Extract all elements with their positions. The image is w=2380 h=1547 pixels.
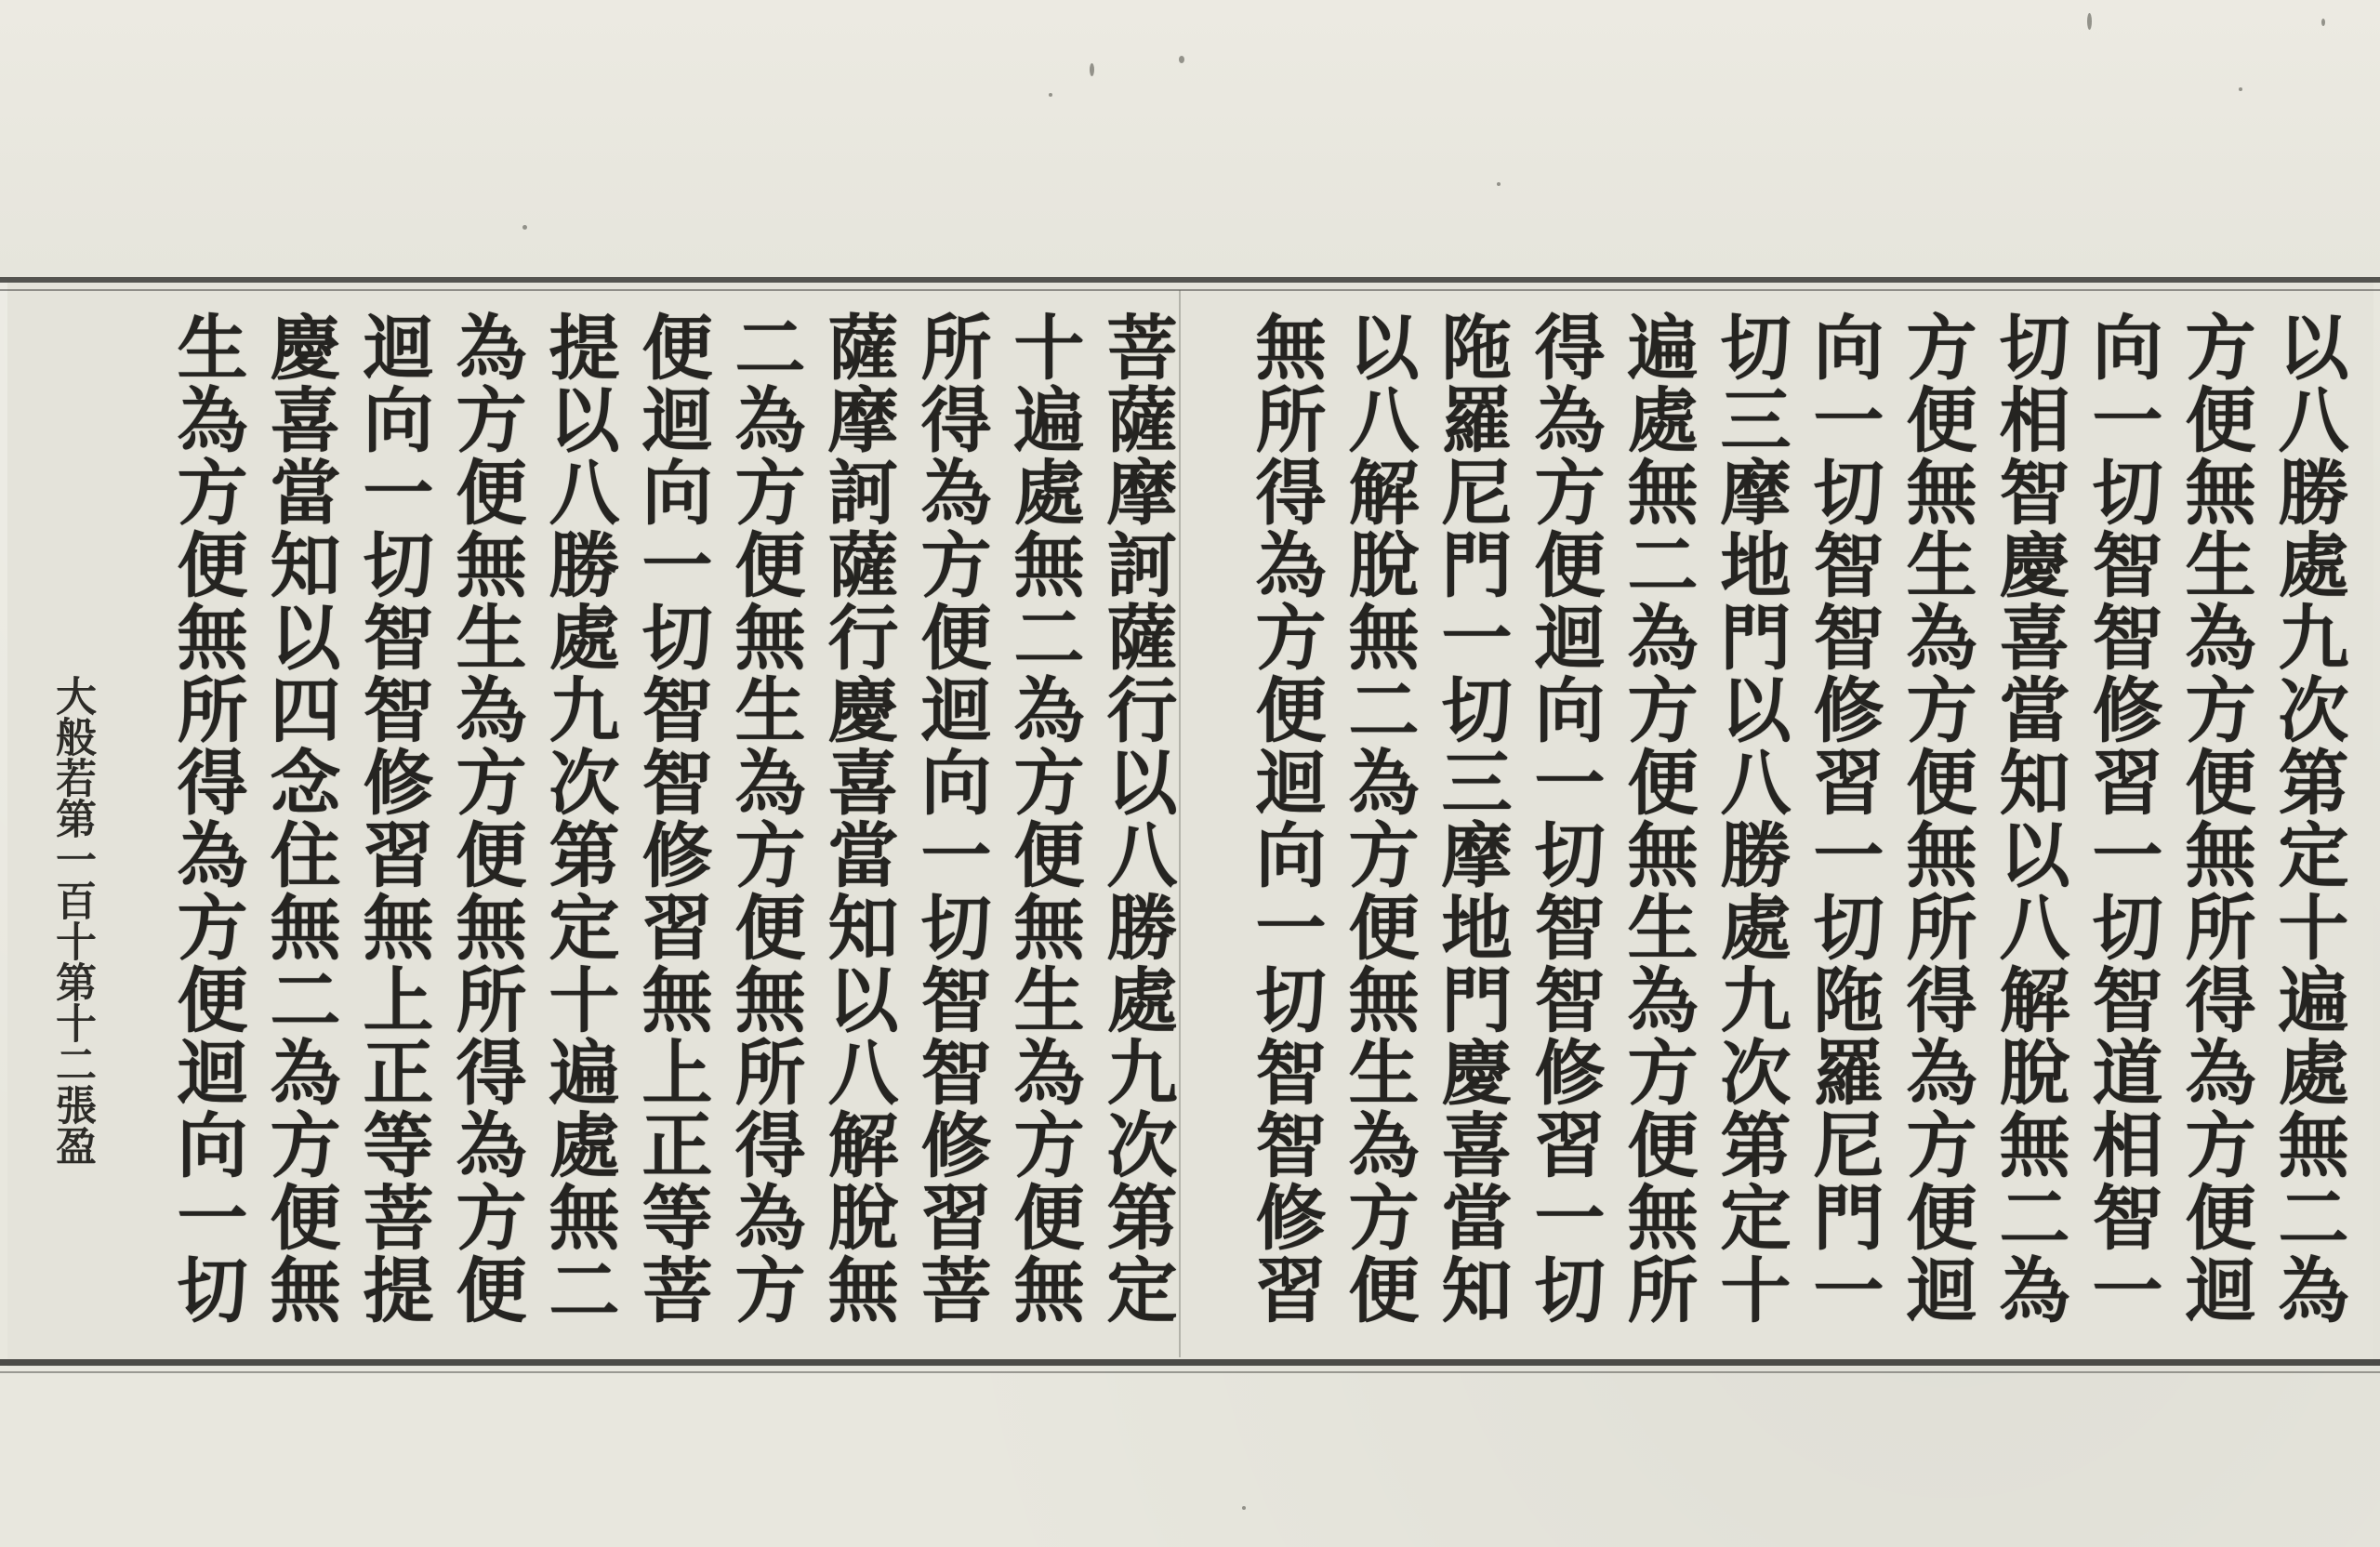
text-column-9: 得為方便迴向一切智智修習一切 bbox=[1523, 311, 1606, 1326]
text-column-6: 向一切智智修習一切陁羅尼門一 bbox=[1802, 311, 1884, 1326]
speck bbox=[522, 225, 527, 230]
text-column-10: 陁羅尼門一切三摩地門慶喜當知 bbox=[1430, 311, 1513, 1326]
text-column-17: 二為方便無生為方便無所得為方 bbox=[723, 311, 806, 1326]
speck bbox=[1242, 1506, 1246, 1510]
text-column-4: 切相智慶喜當知以八解脫無二為 bbox=[1988, 311, 2070, 1326]
text-column-3: 向一切智智修習一切智道相智一 bbox=[2081, 311, 2163, 1326]
text-column-14: 十遍處無二為方便無生為方便無 bbox=[1002, 311, 1085, 1326]
margin-note-title: 大般若第一百十第十二張盈 bbox=[48, 675, 96, 1166]
speck bbox=[1179, 56, 1184, 63]
bottom-border-rule bbox=[0, 1359, 2380, 1366]
text-column-23: 生為方便無所得為方便迴向一切 bbox=[165, 311, 248, 1326]
text-column-12: 無所得為方便迴向一切智智修習 bbox=[1244, 311, 1327, 1326]
text-column-19: 提以八勝處九次第定十遍處無二 bbox=[537, 311, 620, 1326]
text-column-5: 方便無生為方便無所得為方便迴 bbox=[1895, 311, 1977, 1326]
speck bbox=[1090, 63, 1094, 76]
text-column-13: 菩薩摩訶薩行以八勝處九次第定 bbox=[1095, 311, 1178, 1326]
bottom-border-rule-thin bbox=[0, 1371, 2380, 1373]
speck bbox=[1049, 93, 1052, 97]
text-column-15: 所得為方便迴向一切智智修習菩 bbox=[909, 311, 992, 1326]
top-border-rule-thin bbox=[0, 289, 2380, 291]
text-column-1: 以八勝處九次第定十遍處無二為 bbox=[2267, 311, 2349, 1326]
speck bbox=[2321, 19, 2325, 26]
text-column-18: 便迴向一切智智修習無上正等菩 bbox=[630, 311, 713, 1326]
text-column-20: 為方便無生為方便無所得為方便 bbox=[444, 311, 527, 1326]
text-column-7: 切三摩地門以八勝處九次第定十 bbox=[1709, 311, 1792, 1326]
center-fold-line bbox=[1179, 290, 1181, 1357]
speck bbox=[1497, 182, 1501, 186]
speck bbox=[2239, 87, 2242, 91]
text-column-22: 慶喜當知以四念住無二為方便無 bbox=[258, 311, 341, 1326]
text-column-11: 以八解脫無二為方便無生為方便 bbox=[1337, 311, 1420, 1326]
text-column-21: 迴向一切智智修習無上正等菩提 bbox=[351, 311, 434, 1326]
top-margin bbox=[0, 0, 2380, 279]
text-column-8: 遍處無二為方便無生為方便無所 bbox=[1616, 311, 1699, 1326]
top-border-rule bbox=[0, 277, 2380, 283]
speck bbox=[2087, 13, 2092, 30]
text-column-16: 薩摩訶薩行慶喜當知以八解脫無 bbox=[816, 311, 899, 1326]
text-column-2: 方便無生為方便無所得為方便迴 bbox=[2174, 311, 2256, 1326]
